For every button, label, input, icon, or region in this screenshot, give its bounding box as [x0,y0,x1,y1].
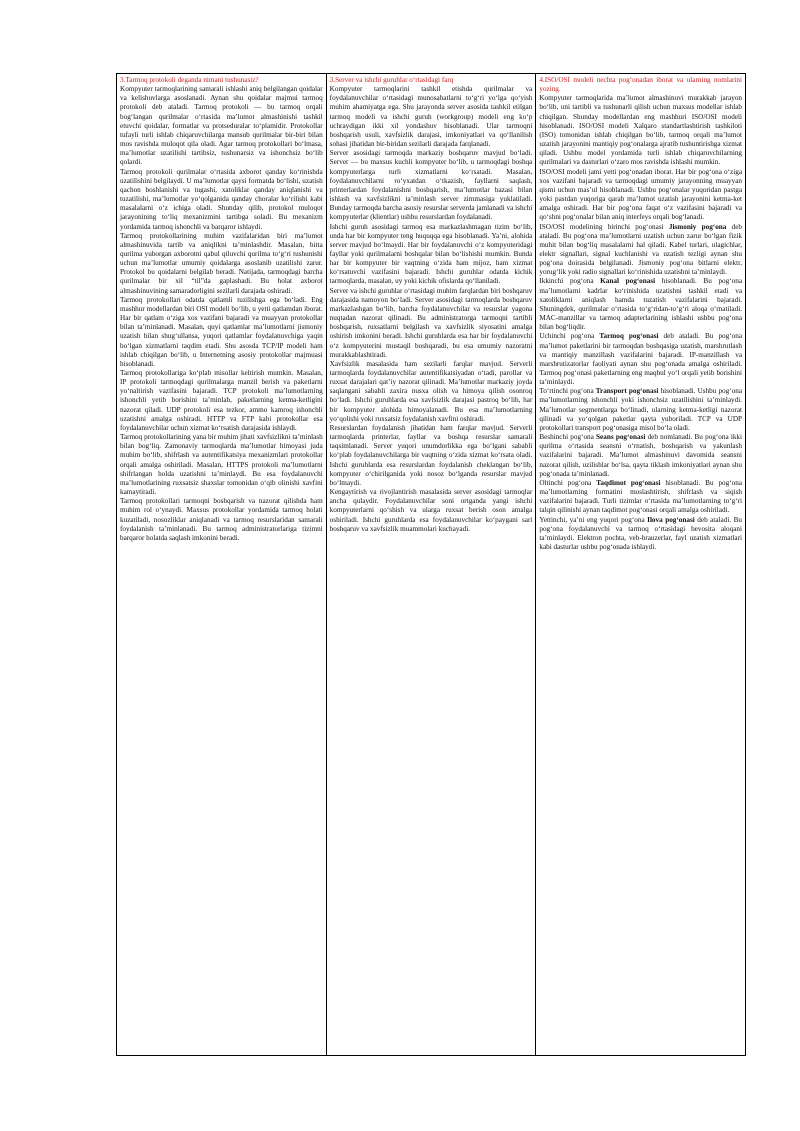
paragraph: ISO/OSI modeli jami yetti pog‘onadan iborat. Har bir pog‘ona o‘ziga xos vazifani bajaradi va tarmoqdagi umumiy jarayonning muayyan qismi uchun mas’ul hisoblanadi. Ushbu pog‘onalar yuqoridan pastga yoki pastdan yuqoriga qarab ma’lumot uzatish jarayonini ketma-ket amalga oshiradi. Har bir pog‘ona faqat o‘z vazifasini bajaradi va qo‘shni pog‘onalar bilan aniq interfeys orqali bog‘lanadi. [539,167,743,222]
column-3-heading: 4.ISO/OSI modeli nechta pog‘onadan iborat va ularning nomlarini yozing. [539,76,743,94]
paragraph: Kompyuter tarmoqlarida ma’lumot almashinuvi murakkab jarayon bo‘lib, uni tartibli va tushunarli qilish uchun maxsus modellar ishlab chiqilgan. Shunday modellardan eng mashhuri ISO/OSI modeli hisoblanadi. ISO/OSI modeli Xalqaro standartlashtirish tashkiloti (ISO) tomonidan ishlab chiqilgan bo‘lib, tarmoq orqali ma’lumot uzatish jarayonini mantiqiy pog‘onalarga ajratib tushuntirishga xizmat qiladi. Ushbu model yordamida turli ishlab chiqaruvchilarning qurilmalari va dasturlari o‘zaro mos ravishda ishlashi mumkin. [539,94,743,167]
paragraph: Kengaytirish va rivojlantirish masalasida server asosidagi tarmoqlar ancha qulaydir. Foydalanuvchilar soni ortganda yangi ishchi kompyuterlarni qo‘shish va ularga ruxsat berish oson amalga oshiriladi. Ishchi guruhlarda esa foydalanuvchilar ko‘paygani sari boshqaruv va xavfsizlik muammolari kuchayadi. [329,488,533,533]
paragraph: Ikkinchi pog‘ona Kanal pog‘onasi hisoblanadi. Bu pog‘ona ma’lumotlarni kadrlar ko‘rinishida uzatishni tashkil etadi va xatoliklarni aniqlash hamda tuzatish vazifalarini bajaradi. Shuningdek, qurilmalar o‘rtasida to‘g‘ridan-to‘g‘ri aloqa o‘rnatiladi. MAC-manzillar va tarmoq adapterlarining ishlashi ushbu pog‘ona bilan bog‘liqdir. [539,277,743,332]
paragraph: Beshinchi pog‘ona Seans pog‘onasi deb nomlanadi. Bu pog‘ona ikki qurilma o‘rtasida seansni o‘rnatish, boshqarish va yakunlash vazifalarini bajaradi. Ma’lumot almashinuvi davomida seansni nazorat qilish, uzilishlar bo‘lsa, qayta tiklash imkoniyatlari aynan shu pog‘onada ta’minlanadi. [539,433,743,478]
paragraph: Server asosidagi tarmoqda markaziy boshqaruv mavjud bo‘ladi. Server — bu maxsus kuchli kompyuter bo‘lib, u tarmoqdagi boshqa kompyuterlarga turli xizmatlarni ko‘rsatadi. Masalan, foydalanuvchilarni ro‘yxatdan o‘tkazish, fayllarni saqlash, printerlardan foydalanishni boshqarish, ma’lumotlar bazasi bilan ishlash va xavfsizlikni ta’minlash server zimmasiga yuklatiladi. Bunday tarmoqda barcha asosiy resurslar serverda jamlanadi va ishchi kompyuterlar (klientlar) ushbu resurslardan foydalanadi. [329,149,533,222]
column-1 [117,74,326,1055]
three-column-table [116,73,746,1056]
column-2-heading: 3.Server va ishchi guruhlar o‘rtasidagi farq [329,76,454,84]
paragraph: Yettinchi, ya’ni eng yuqori pog‘ona Ilova pog‘onasi deb ataladi. Bu pog‘ona foydalanuvchi va tarmoq o‘rtasidagi bevosita aloqani ta’minlaydi. Elektron pochta, veb-brauzerlar, fayl uzatish xizmatlari kabi dasturlar ushbu pog‘onada ishlaydi. [539,515,743,551]
paragraph: To‘rtinchi pog‘ona Transport pog‘onasi hisoblanadi. Ushbu pog‘ona ma’lumotlarning ishonchli yoki ishonchsiz uzatilishini ta’minlaydi. Ma’lumotlar segmentlarga bo‘linadi, ularning ketma-ketligi nazorat qilinadi va yo‘qolgan paketlar qayta yuboriladi. TCP va UDP protokollari transport pog‘onasiga misol bo‘la oladi. [539,387,743,432]
paragraph: Tarmoq protokollarining muhim vazifalaridan biri ma’lumot almashinuvida tartib va aniqlikni ta’minlashdir. Masalan, bitta qurilma yuborgan axborotni qabul qiluvchi qurilma to‘g‘ri tushunishi uchun ma’lumotlar umumiy qoidalarga asoslanib uzatilishi zarur. Protokol bu qoidalarni belgilab beradi. Natijada, tarmoqdagi barcha qurilmalar bir xil “til”da gaplashadi. Bu holat axborot almashinuvining samaradorligini sezilarli darajada oshiradi. [120,231,323,295]
column-3 [535,74,745,1055]
paragraph: ISO/OSI modelining birinchi pog‘onasi Jismoniy pog‘ona deb ataladi. Bu pog‘ona ma’lumotlarni uzatish uchun zarur bo‘lgan fizik muhit bilan bog‘liq masalalarni hal qiladi. Kabel turlari, ulagichlar, elektr signallari, signal kuchlanishi va uzatish tezligi aynan shu pog‘ona doirasida belgilanadi. Jismoniy pog‘ona bitlarni elektr, yorug‘lik yoki radio signallari ko‘rinishida uzatishni ta’minlaydi. [539,222,743,277]
paragraph: Tarmoq protokoli qurilmalar o‘rtasida axborot qanday ko‘rinishda uzatilishini belgilaydi. U ma’lumotlar qaysi formatda bo‘lishi, uzatish qachon boshlanishi va tugashi, xatoliklar qanday aniqlanishi va tuzatilishi, ma’lumotlar yo‘qolganida qanday choralar ko‘rilishi kabi masalalarni o‘z ichiga oladi. Shunday qilib, protokol muloqot jarayonining to‘liq mexanizmini tartibga soladi. Bu mexanizm yordamida tarmoq ishonchli va barqaror ishlaydi. [120,167,323,231]
paragraph: Kompyuter tarmoqlarining samarali ishlashi aniq belgilangan qoidalar va kelishuvlarga asoslanadi. Aynan shu qoidalar majmui tarmoq protokoli deb ataladi. Tarmoq protokoli — bu tarmoq orqali bog‘langan qurilmalar o‘rtasida ma’lumot almashinishi tashkil etuvchi qoidalar, formatlar va protseduralar to‘plamidir. Protokollar tufayli turli ishlab chiqaruvchilarga mansub qurilmalar bir-biri bilan mos ravishda muloqot qila oladi. Agar tarmoq protokollari bo‘lmasa, ma’lumotlar uzatilishi tartibsiz, tushunarsiz va ishonchsiz bo‘lib qolardi. [120,85,323,167]
paragraph: Tarmoq protokollariga ko‘plab misollar keltirish mumkin. Masalan, IP protokoli tarmoqdagi qurilmalarga manzil berish va paketlarni yo‘naltirish vazifasini bajaradi. TCP protokoli ma’lumotlarning ishonchli yetib borishini ta’minlab, paketlarning ketma-ketligini nazorat qiladi. UDP protokoli esa tezkor, ammo kamroq ishonchli uzatishni amalga oshiradi. HTTP va FTP kabi protokollar esa foydalanuvchilar uchun xizmat ko‘rsatish darajasida ishlaydi. [120,369,323,432]
paragraph: Tarmoq protokollari odatda qatlamli tuzilishga ega bo‘ladi. Eng mashhur modellardan biri OSI modeli bo‘lib, u yetti qatlamdan iborat. Har bir qatlam o‘ziga xos vazifani bajaradi va muayyan protokollar bilan ta’minlanadi. Masalan, quyi qatlamlar ma’lumotlarni jismoniy uzatish bilan shug‘ullansa, yuqori qatlamlar foydalanuvchiga yaqin bo‘lgan xizmatlarni taqdim etadi. Shu asosda TCP/IP modeli ham ishlab chiqilgan bo‘lib, u Internetning asosiy protokollar majmuasi hisoblanadi. [120,295,323,368]
paragraph: Ishchi guruh asosidagi tarmoq esa markazlashmagan tizim bo‘lib, unda har bir kompyuter teng huquqqa ega hisoblanadi. Ya’ni, alohida server mavjud bo‘lmaydi. Har bir foydalanuvchi o‘z kompyuteridagi fayllar yoki qurilmalarni boshqalar bilan bo‘lishishi mumkin. Bunda har bir kompyuter bir vaqtning o‘zida ham mijoz, ham xizmat ko‘rsatuvchi vazifasini bajaradi. Ishchi guruhlar odatda kichik tarmoqlarda, masalan, uy yoki kichik ofislarda qo‘llaniladi. [329,222,533,286]
paragraph: Tarmoq protokollarining yana bir muhim jihati xavfsizlikni ta’minlash bilan bog‘liq. Zamonaviy tarmoqlarda ma’lumotlar himoyasi juda muhim bo‘lib, shifrlash va autentifikatsiya mexanizmlari protokollar orqali amalga oshiriladi. Masalan, HTTPS protokoli ma’lumotlarni shifrlangan holda uzatishni ta’minlaydi. Bu esa foydalanuvchi ma’lumotlarining ruxsatsiz shaxslar tomonidan o‘qib olinishi xavfini kamaytiradi. [120,433,323,497]
paragraph: Tarmoq protokollari tarmoqni boshqarish va nazorat qilishda ham muhim rol o‘ynaydi. Maxsus protokollar yordamida tarmoq holati kuzatiladi, nosozliklar aniqlanadi va tarmoq resurslaridan samarali foydalanish ta’minlanadi. Bu tarmoq administratorlariga tizimni barqaror holatda saqlash imkonini beradi. [120,497,323,542]
paragraph: Kompyuter tarmoqlarini tashkil etishda qurilmalar va foydalanuvchilar o‘rtasidagi munosabatlarni to‘g‘ri yo‘lga qo‘yish muhim ahamiyatga ega. Shu jarayonda server asosida tashkil etilgan tarmoq modeli va ishchi guruh (workgroup) modeli eng ko‘p uchraydigan ikki xil yondashuv hisoblanadi. Ular tarmoqni boshqarish usuli, xavfsizlik darajasi, imkoniyatlari va qo‘llanilish sohasi jihatidan bir-biridan sezilarli darajada farqlanadi. [329,85,533,149]
paragraph: Uchinchi pog‘ona Tarmoq pog‘onasi deb ataladi. Bu pog‘ona ma’lumot paketlarini bir tarmoqdan boshqasiga uzatish, marshrutlash va mantiqiy manzillash vazifalarini bajaradi. IP-manzillash va marshrutizatorlar faoliyati aynan shu pog‘onada amalga oshiriladi. Tarmoq pog‘onasi paketlarning eng maqbul yo‘l orqali yetib borishini ta’minlaydi. [539,332,743,387]
column-2 [326,74,536,1055]
paragraph: Xavfsizlik masalasida ham sezilarli farqlar mavjud. Serverli tarmoqlarda foydalanuvchilar autentifikatsiyadan o‘tadi, parollar va ruxsat darajalari qat’iy nazorat qilinadi. Ma’lumotlar markaziy joyda saqlangani sababli zaxira nusxa olish va himoya qilish osonroq bo‘ladi. Ishchi guruhlarda esa xavfsizlik darajasi pastroq bo‘lib, har bir kompyuter alohida himoyalanadi. Bu esa ma’lumotlarning yo‘qolishi yoki ruxsatsiz foydalanish xavfini oshiradi. [329,359,533,423]
paragraph: Resurslardan foydalanish jihatidan ham farqlar mavjud. Serverli tarmoqlarda printerlar, fayllar va boshqa resurslar samarali taqsimlanadi. Server yuqori unumdorlikka ega bo‘lgani sababli ko‘plab foydalanuvchilarga bir vaqtning o‘zida xizmat ko‘rsata oladi. Ishchi guruhlarda esa resurslardan foydalanish cheklangan bo‘lib, kompyuter o‘chirilganida yoki nosoz bo‘lganda resurslar mavjud bo‘lmaydi. [329,423,533,487]
paragraph: Server va ishchi guruhlar o‘rtasidagi muhim farqlardan biri boshqaruv darajasida namoyon bo‘ladi. Server asosidagi tarmoqlarda boshqaruv markazlashgan bo‘lib, barcha foydalanuvchilar va resurslar yagona nuqtadan nazorat qilinadi. Bu administratorga tarmoqni tartibli boshqarish, ruxsatlarni belgilash va xavfsizlik siyosatini amalga oshirish imkonini beradi. Ishchi guruhlarda esa har bir foydalanuvchi o‘z kompyuterini mustaqil boshqaradi, bu esa umumiy nazoratni murakkablashtiradi. [329,286,533,359]
paragraph: Oltinchi pog‘ona Taqdimot pog‘onasi hisoblanadi. Bu pog‘ona ma’lumotlarning formatini moslashtirish, shifrlash va siqish vazifalarini bajaradi. Turli tizimlar o‘rtasida ma’lumotlarning to‘g‘ri talqin qilinishi aynan taqdimot pog‘onasi orqali amalga oshiriladi. [539,478,743,515]
column-1-heading: 3.Tarmoq protokoli deganda nimani tushunasiz? [120,76,259,84]
